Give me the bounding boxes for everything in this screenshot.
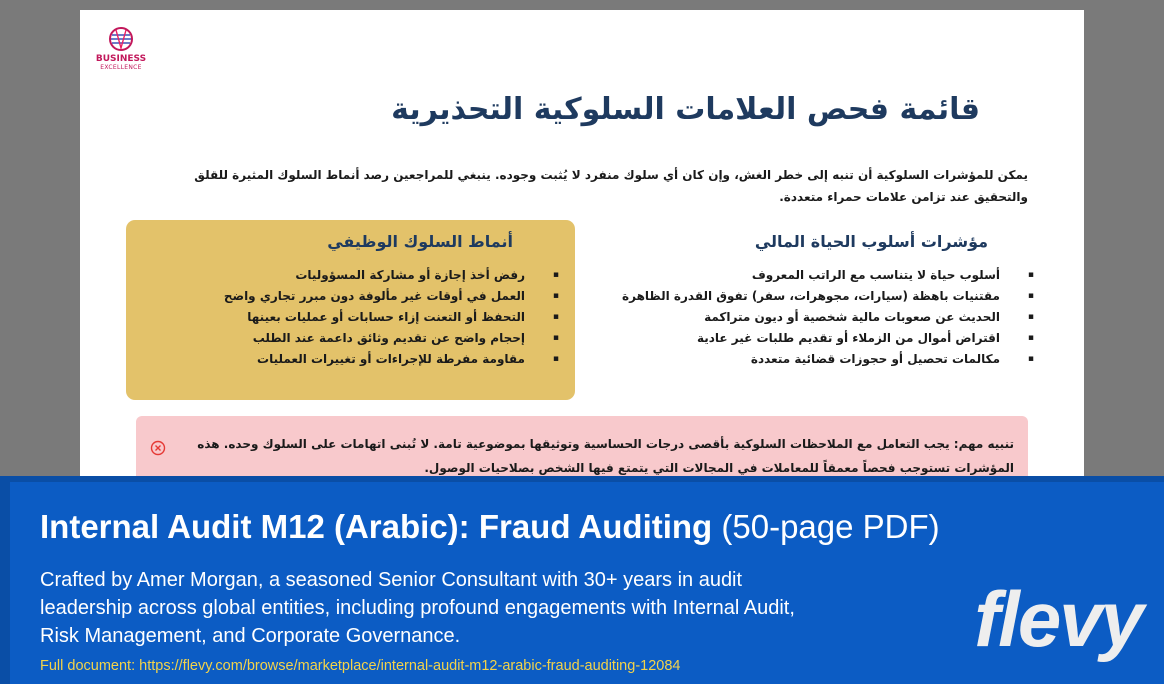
- alert-text: تنبيه مهم: يجب التعامل مع الملاحظات السلوكية بأقصى درجات الحساسية وتوثيقها بموضوعية تامة. لا تُبنى اتهامات على السلوك وحده. هذه المؤشرات تستوجب فحصاً معمقاً للمعاملات في المجالات التي يتمتع فيها الشخص بصلاحيات الوصول.: [197, 437, 1014, 475]
- flevy-logo[interactable]: flevy: [974, 575, 1142, 663]
- business-excellence-logo: [94, 26, 148, 72]
- banner-title: [40, 508, 940, 546]
- full-document-label: Full document:: [40, 658, 136, 674]
- list-item: ▪ إحجام واضح عن تقديم وثائق داعمة عند الطلب: [166, 328, 525, 349]
- logo-line2: EXCELLENCE: [100, 64, 142, 71]
- banner-title-main: Internal Audit M12 (Arabic): Fraud Auditing: [40, 508, 713, 545]
- error-circle-icon: [150, 440, 166, 456]
- list-item: ▪ الحديث عن صعوبات مالية شخصية أو ديون متراكمة: [610, 307, 1000, 328]
- document-page: [80, 10, 1084, 480]
- list-item: ▪ مقتنيات باهظة (سيارات، مجوهرات، سفر) تفوق القدرة الظاهرة: [610, 286, 1000, 307]
- full-document-link[interactable]: https://flevy.com/browse/marketplace/internal-audit-m12-arabic-fraud-auditing-12084: [139, 658, 681, 674]
- lifestyle-indicators-section: [610, 220, 1030, 400]
- job-behavior-list: [166, 265, 525, 370]
- job-behavior-card: [126, 220, 575, 400]
- list-item: ▪ مقاومة مفرطة للإجراءات أو تغييرات العمليات: [166, 349, 525, 370]
- banner-title-pages: (50-page PDF): [721, 508, 940, 545]
- warning-alert-box: [136, 416, 1028, 480]
- banner-full-document: [40, 658, 680, 674]
- intro-paragraph: يمكن للمؤشرات السلوكية أن تنبه إلى خطر الغش، وإن كان أي سلوك منفرد لا يُثبت وجوده. ينبغي للمراجعين رصد أنماط السلوك المثيرة للقلق والتحقيق عند تزامن علامات حمراء متعددة.: [194, 168, 1028, 204]
- logo-line1: BUSINESS: [95, 54, 147, 64]
- product-banner: [0, 476, 1164, 684]
- job-behavior-title: أنماط السلوك الوظيفي: [327, 232, 513, 251]
- banner-description: Crafted by Amer Morgan, a seasoned Senior Consultant with 30+ years in audit leadership across global entities, including profound engagements with Internal Audit, Risk Management, and Corporate Governance.: [40, 569, 795, 647]
- list-item: ▪ أسلوب حياة لا يتناسب مع الراتب المعروف: [610, 265, 1000, 286]
- list-item: ▪ التحفظ أو التعنت إزاء حسابات أو عمليات بعينها: [166, 307, 525, 328]
- list-item: ▪ مكالمات تحصيل أو حجوزات قضائية متعددة: [610, 349, 1000, 370]
- document-title: قائمة فحص العلامات السلوكية التحذيرية: [391, 92, 980, 127]
- lifestyle-list: [610, 265, 1000, 370]
- list-item: ▪ اقتراض أموال من الزملاء أو تقديم طلبات غير عادية: [610, 328, 1000, 349]
- logo-mark-icon: [107, 26, 135, 52]
- list-item: ▪ العمل في أوقات غير مألوفة دون مبرر تجاري واضح: [166, 286, 525, 307]
- lifestyle-section-title: مؤشرات أسلوب الحياة المالي: [754, 232, 988, 251]
- banner-inner: [10, 482, 1164, 684]
- list-item: ▪ رفض أخذ إجازة أو مشاركة المسؤوليات: [166, 265, 525, 286]
